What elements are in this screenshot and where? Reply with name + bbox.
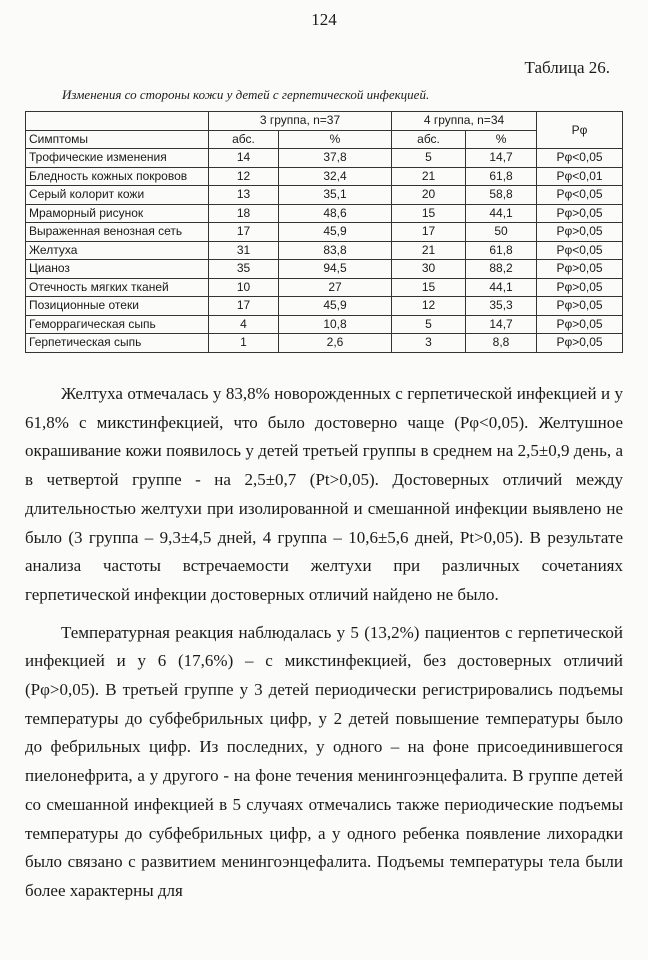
page-number: 124 xyxy=(311,10,337,29)
group3-header: 3 группа, n=37 xyxy=(209,112,392,131)
table-body xyxy=(26,112,623,353)
symptom-cell: Геморрагическая сыпь xyxy=(26,315,209,334)
g3-abs-cell: 14 xyxy=(209,149,279,168)
g4-abs-cell: 17 xyxy=(392,223,466,242)
g4-pct-cell: 50 xyxy=(466,223,537,242)
g3-pct-cell: 37,8 xyxy=(279,149,392,168)
table-row xyxy=(26,223,623,242)
p-value-cell: Pφ<0,05 xyxy=(537,149,623,168)
symptom-cell: Желтуха xyxy=(26,241,209,260)
symptom-cell: Отечность мягких тканей xyxy=(26,278,209,297)
table-row xyxy=(26,241,623,260)
g4-pct-cell: 14,7 xyxy=(466,149,537,168)
symptom-cell: Мраморный рисунок xyxy=(26,204,209,223)
p-value-cell: Pφ<0,05 xyxy=(537,241,623,260)
table-row xyxy=(26,167,623,186)
symptom-cell: Трофические изменения xyxy=(26,149,209,168)
g3-abs-cell: 4 xyxy=(209,315,279,334)
g3-pct-cell: 94,5 xyxy=(279,260,392,279)
g3-abs-cell: 13 xyxy=(209,186,279,205)
g4-pct-cell: 35,3 xyxy=(466,297,537,316)
g3-abs-cell: 18 xyxy=(209,204,279,223)
body-text xyxy=(25,380,623,906)
g3-abs-cell: 10 xyxy=(209,278,279,297)
g3-abs-cell: 12 xyxy=(209,167,279,186)
group4-header: 4 группа, n=34 xyxy=(392,112,537,131)
p-header: Pφ xyxy=(537,112,623,149)
g4-abs-cell: 12 xyxy=(392,297,466,316)
g4-abs-cell: 21 xyxy=(392,167,466,186)
g4-pct-cell: 44,1 xyxy=(466,278,537,297)
symptoms-table xyxy=(25,111,623,353)
p-value-cell: Pφ>0,05 xyxy=(537,278,623,297)
g4-abs-cell: 30 xyxy=(392,260,466,279)
header-row-units xyxy=(26,130,623,149)
g4-abs-cell: 5 xyxy=(392,315,466,334)
table-row xyxy=(26,204,623,223)
table-row xyxy=(26,260,623,279)
g3-pct-cell: 32,4 xyxy=(279,167,392,186)
g4-pct-cell: 8,8 xyxy=(466,334,537,353)
table-row xyxy=(26,278,623,297)
paragraph-jaundice: Желтуха отмечалась у 83,8% новорожденных с герпетической инфекцией и у 61,8% с микстинфекцией, что было достоверно чаще (Pφ<0,05). Желтушное окрашивание кожи появилось у детей третьей группы в среднем на 2,5±0,9 день, а в четвертой группе - на 2,5±0,7 (Pt>0,05). Достоверных отличий между длительностью желтухи при изолированной и смешанной инфекции выявлено не было (3 группа – 9,3±4,5 дней, 4 группа – 10,6±5,6 дней, Pt>0,05). В результате анализа частоты встречаемости желтухи при различных сочетаниях герпетической инфекции достоверных отличий найдено не было. xyxy=(25,384,623,604)
symptom-cell: Серый колорит кожи xyxy=(26,186,209,205)
symptom-cell: Позиционные отеки xyxy=(26,297,209,316)
p-value-cell: Pφ>0,05 xyxy=(537,334,623,353)
g3-abs-cell: 1 xyxy=(209,334,279,353)
g4-pct-header: % xyxy=(466,130,537,149)
g3-pct-cell: 45,9 xyxy=(279,297,392,316)
paragraph-temperature: Температурная реакция наблюдалась у 5 (13,2%) пациентов с герпетической инфекцией и у 6 (17,6%) – с микстинфекцией, без достоверных отличий (Pφ>0,05). В третьей группе у 3 детей периодически регистрировались подъемы температуры до субфебрильных цифр, у 2 детей повышение температуры было до фебрильных цифр. Из последних, у одного – на фоне присоединившегося пиелонефрита, а у другого - на фоне течения менингоэнцефалита. В группе детей со смешанной инфекцией в 5 случаях отмечались также периодические подъемы температуры до субфебрильных цифр, а у одного ребенка появление лихорадки было связано с развитием менингоэнцефалита. Подъемы температуры тела были более характерны для xyxy=(25,622,623,900)
header-row-groups xyxy=(26,112,623,131)
g4-abs-cell: 3 xyxy=(392,334,466,353)
p-value-cell: Pφ>0,05 xyxy=(537,204,623,223)
g4-pct-cell: 58,8 xyxy=(466,186,537,205)
g4-pct-cell: 14,7 xyxy=(466,315,537,334)
p-value-cell: Pφ<0,01 xyxy=(537,167,623,186)
table-row xyxy=(26,334,623,353)
g4-abs-cell: 15 xyxy=(392,278,466,297)
g3-pct-cell: 48,6 xyxy=(279,204,392,223)
g3-pct-cell: 2,6 xyxy=(279,334,392,353)
g4-abs-cell: 5 xyxy=(392,149,466,168)
g4-abs-header: абс. xyxy=(392,130,466,149)
table-row xyxy=(26,297,623,316)
g3-abs-header: абс. xyxy=(209,130,279,149)
g3-pct-cell: 27 xyxy=(279,278,392,297)
g3-pct-cell: 10,8 xyxy=(279,315,392,334)
g3-pct-cell: 83,8 xyxy=(279,241,392,260)
g4-pct-cell: 44,1 xyxy=(466,204,537,223)
g3-abs-cell: 31 xyxy=(209,241,279,260)
g3-pct-cell: 35,1 xyxy=(279,186,392,205)
g3-abs-cell: 17 xyxy=(209,297,279,316)
p-value-cell: Pφ>0,05 xyxy=(537,297,623,316)
g3-abs-cell: 35 xyxy=(209,260,279,279)
p-value-cell: Pφ>0,05 xyxy=(537,223,623,242)
table-row xyxy=(26,186,623,205)
p-value-cell: Pφ>0,05 xyxy=(537,260,623,279)
table-caption: Изменения со стороны кожи у детей с герпетической инфекцией. xyxy=(62,87,430,102)
g4-abs-cell: 15 xyxy=(392,204,466,223)
g4-pct-cell: 88,2 xyxy=(466,260,537,279)
g4-abs-cell: 20 xyxy=(392,186,466,205)
symptom-cell: Бледность кожных покровов xyxy=(26,167,209,186)
table-row xyxy=(26,315,623,334)
g4-pct-cell: 61,8 xyxy=(466,241,537,260)
symptoms-header: Симптомы xyxy=(26,130,209,149)
header-empty-cell xyxy=(26,112,209,131)
p-value-cell: Pφ<0,05 xyxy=(537,186,623,205)
table-row xyxy=(26,149,623,168)
g3-pct-header: % xyxy=(279,130,392,149)
table-label: Таблица 26. xyxy=(524,58,610,77)
g4-pct-cell: 61,8 xyxy=(466,167,537,186)
symptom-cell: Выраженная венозная сеть xyxy=(26,223,209,242)
symptom-cell: Цианоз xyxy=(26,260,209,279)
g3-pct-cell: 45,9 xyxy=(279,223,392,242)
p-value-cell: Pφ>0,05 xyxy=(537,315,623,334)
g3-abs-cell: 17 xyxy=(209,223,279,242)
symptom-cell: Герпетическая сыпь xyxy=(26,334,209,353)
g4-abs-cell: 21 xyxy=(392,241,466,260)
